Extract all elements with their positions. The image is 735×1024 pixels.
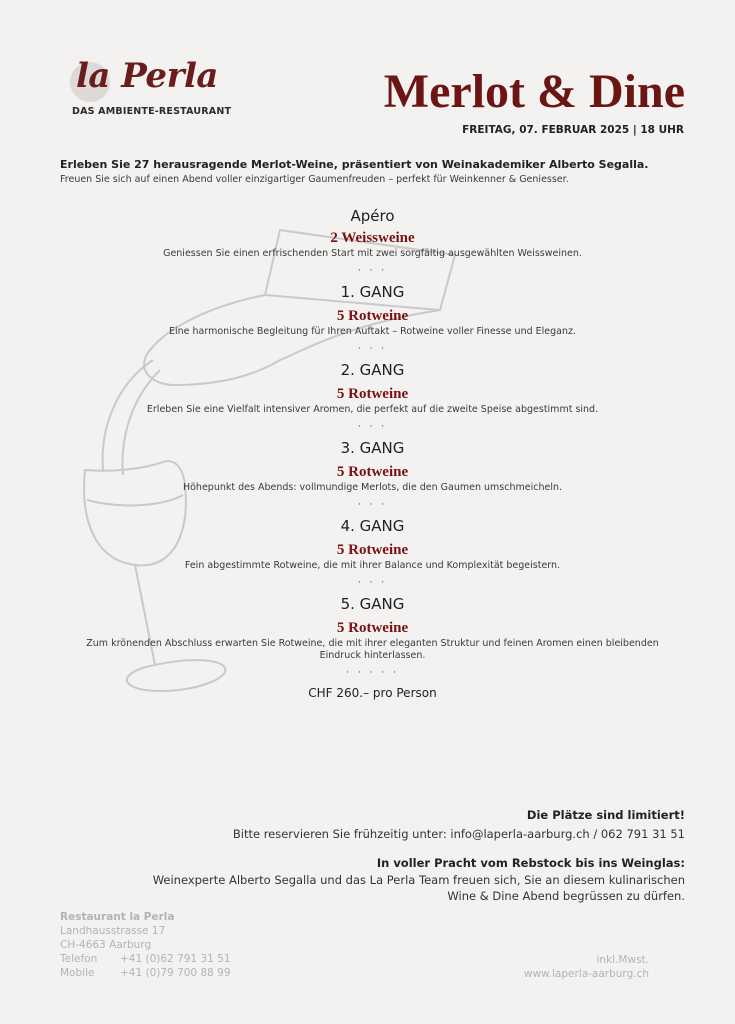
event-date: FREITAG, 07. FEBRUAR 2025 | 18 UHR (462, 124, 684, 136)
price-per-person: CHF 260.– pro Person (308, 686, 437, 700)
course-separator: · · · (357, 344, 388, 354)
course-separator: · · · · · (346, 668, 399, 678)
course-wines: 5 Rotweine (336, 620, 409, 636)
pracht-title: In voller Pracht vom Rebstock bis ins Weinglas: (376, 856, 685, 870)
course-description: Zum krönenden Abschluss erwarten Sie Rotweine, die mit ihrer eleganten Struktur und feinen Aromen einen bleibenden Eindruck hinterlassen. (86, 638, 659, 661)
course-name: 1. GANG (340, 283, 405, 301)
footer-mobile-label: Mobile (60, 967, 95, 979)
footer-restaurant-name: Restaurant la Perla (60, 911, 175, 923)
footer-city: CH-4663 Aarburg (60, 939, 152, 951)
footer-phone: +41 (0)62 791 31 51 (120, 953, 231, 965)
course-separator: · · · (357, 578, 388, 588)
pracht-line-1: Weinexperte Alberto Segalla und das La Perla Team freuen sich, Sie an diesem kulinarischen (152, 873, 685, 887)
course-gang-2 (60, 360, 685, 438)
course-description: Höhepunkt des Abends: vollmundige Merlots, die den Gaumen umschmeicheln. (182, 482, 563, 493)
logo-subtitle: DAS AMBIENTE-RESTAURANT (72, 106, 232, 117)
course-name: 2. GANG (340, 361, 405, 379)
course-gang-3 (60, 438, 685, 516)
intro-text: Freuen Sie sich auf einen Abend voller einzigartiger Gaumenfreuden – perfekt für Weinkenner & Geniesser. (60, 174, 569, 185)
course-wines: 5 Rotweine (336, 464, 409, 480)
course-wines: 5 Rotweine (336, 386, 409, 402)
event-title: Merlot & Dine (383, 65, 685, 118)
course-name: 4. GANG (340, 517, 405, 535)
course-description: Erleben Sie eine Vielfalt intensiver Aromen, die perfekt auf die zweite Speise abgestimmt sind. (146, 404, 599, 415)
footer-vat: inkl.Mwst. (596, 954, 649, 966)
course-description: Eine harmonische Begleitung für Ihren Auftakt – Rotweine voller Finesse und Eleganz. (168, 326, 576, 337)
course-list (60, 206, 685, 700)
course-description: Fein abgestimmte Rotweine, die mit ihrer Balance und Komplexität begeistern. (184, 560, 561, 571)
course-apero (60, 206, 685, 282)
limited-title: Die Plätze sind limitiert! (526, 808, 685, 822)
course-gang-1 (60, 282, 685, 360)
course-gang-5 (60, 594, 685, 684)
footer-phone-row (60, 952, 231, 966)
course-gang-4 (60, 516, 685, 594)
course-name: Apéro (350, 207, 395, 225)
footer-mobile: +41 (0)79 700 88 99 (120, 967, 231, 979)
logo-script-text: la Perla (76, 56, 218, 96)
intro-headline: Erleben Sie 27 herausragende Merlot-Weine, präsentiert von Weinakademiker Alberto Segalla. (60, 158, 649, 171)
reservation-text: Bitte reservieren Sie frühzeitig unter: info@laperla-aarburg.ch / 062 791 31 51 (232, 827, 685, 841)
footer-right (524, 953, 649, 981)
course-separator: · · · (357, 422, 388, 432)
notes-section (65, 808, 685, 904)
course-wines: 5 Rotweine (336, 542, 409, 558)
footer-mobile-row (60, 966, 231, 980)
footer-website-link[interactable]: www.laperla-aarburg.ch (523, 968, 649, 980)
course-wines: 5 Rotweine (336, 308, 409, 324)
course-separator: · · · (357, 500, 388, 510)
course-wines: 2 Weissweine (330, 230, 415, 246)
course-description: Geniessen Sie einen erfrischenden Start mit zwei sorgfältig ausgewählten Weissweinen. (163, 248, 582, 259)
footer-address (60, 910, 231, 980)
pracht-line-2: Wine & Dine Abend begrüssen zu dürfen. (447, 889, 685, 903)
footer-street: Landhausstrasse 17 (60, 925, 166, 937)
footer-phone-label: Telefon (60, 953, 98, 965)
restaurant-logo (70, 58, 240, 120)
course-name: 3. GANG (340, 439, 405, 457)
course-separator: · · · (357, 266, 388, 276)
course-name: 5. GANG (340, 595, 405, 613)
intro-section (60, 158, 690, 185)
